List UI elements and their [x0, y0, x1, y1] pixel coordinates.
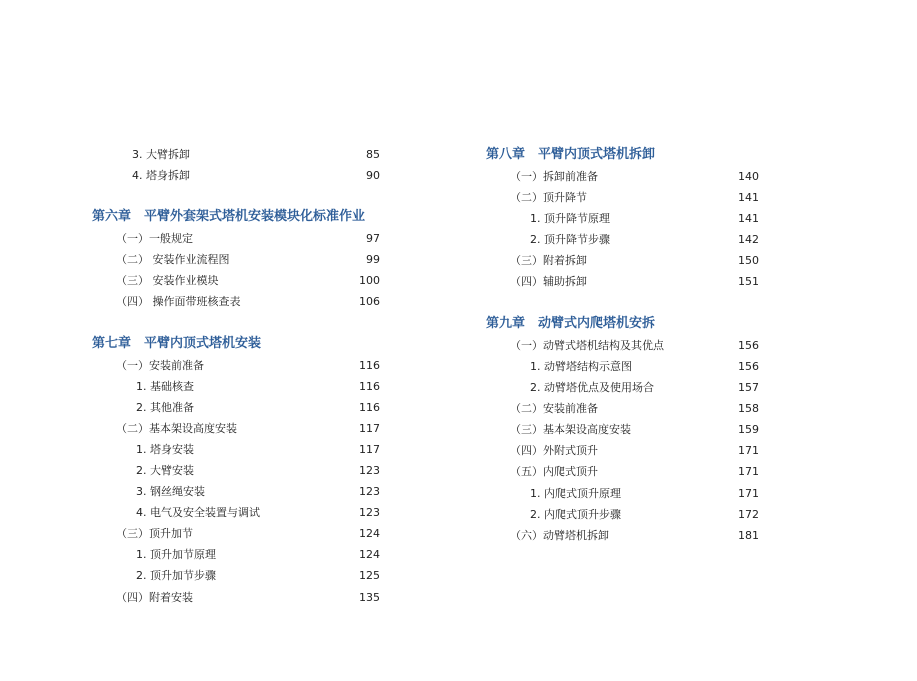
toc-entry-label: 1. 塔身安装: [136, 443, 194, 456]
chapter-heading[interactable]: 第七章 平臂内顶式塔机安装: [92, 336, 262, 351]
toc-entry-label: 4. 电气及安全装置与调试: [136, 506, 260, 519]
toc-entry-label: 1. 顶升降节原理: [530, 212, 610, 225]
toc-entry-label: 1. 基础核查: [136, 380, 194, 393]
toc-entry-label: （二） 安装作业流程图: [116, 253, 230, 266]
toc-entry-page: 171: [738, 465, 759, 478]
toc-entry-label: 4. 塔身拆卸: [132, 169, 190, 182]
toc-entry-label: （一）拆卸前准备: [510, 170, 598, 183]
chapter-heading[interactable]: 第八章 平臂内顶式塔机拆卸: [486, 147, 656, 162]
toc-entry-page: 141: [738, 212, 759, 225]
toc-entry-label: （三） 安装作业模块: [116, 274, 219, 287]
toc-entry-page: 172: [738, 508, 759, 521]
toc-entry-page: 156: [738, 360, 759, 373]
toc-entry-page: 106: [359, 295, 380, 308]
toc-entry-page: 125: [359, 569, 380, 582]
toc-entry-page: 99: [366, 253, 380, 266]
toc-entry-label: （六）动臂塔机拆卸: [510, 529, 609, 542]
toc-entry-page: 116: [359, 380, 380, 393]
toc-entry-page: 135: [359, 591, 380, 604]
toc-entry-page: 159: [738, 423, 759, 436]
toc-entry-label: （四） 操作面带班核查表: [116, 295, 241, 308]
toc-entry-page: 158: [738, 402, 759, 415]
toc-entry-page: 151: [738, 275, 759, 288]
toc-entry-label: （三）基本架设高度安装: [510, 423, 631, 436]
toc-entry-label: 1. 内爬式顶升原理: [530, 487, 621, 500]
toc-entry-page: 100: [359, 274, 380, 287]
toc-entry-label: 2. 顶升降节步骤: [530, 233, 610, 246]
toc-entry-page: 85: [366, 148, 380, 161]
toc-entry-label: （三）顶升加节: [116, 527, 193, 540]
toc-entry-page: 116: [359, 359, 380, 372]
toc-entry-label: 2. 其他准备: [136, 401, 194, 414]
toc-entry-page: 157: [738, 381, 759, 394]
toc-entry-label: （四）辅助拆卸: [510, 275, 587, 288]
toc-entry-label: （一）动臂式塔机结构及其优点: [510, 339, 664, 352]
toc-entry-page: 97: [366, 232, 380, 245]
toc-entry-page: 123: [359, 506, 380, 519]
chapter-heading[interactable]: 第九章 动臂式内爬塔机安拆: [486, 316, 656, 331]
toc-entry-page: 123: [359, 485, 380, 498]
toc-entry-label: （五）内爬式顶升: [510, 465, 598, 478]
toc-entry-page: 181: [738, 529, 759, 542]
toc-entry-label: （一）一般规定: [116, 232, 193, 245]
toc-entry-label: 2. 内爬式顶升步骤: [530, 508, 621, 521]
toc-entry-label: 2. 顶升加节步骤: [136, 569, 216, 582]
toc-entry-label: （三）附着拆卸: [510, 254, 587, 267]
toc-entry-page: 123: [359, 464, 380, 477]
toc-entry-page: 140: [738, 170, 759, 183]
chapter-heading[interactable]: 第六章 平臂外套架式塔机安装模块化标准作业: [92, 209, 366, 224]
toc-entry-label: 2. 动臂塔优点及使用场合: [530, 381, 654, 394]
toc-entry-label: 1. 顶升加节原理: [136, 548, 216, 561]
toc-entry-page: 142: [738, 233, 759, 246]
toc-entry-label: （一）安装前准备: [116, 359, 204, 372]
toc-entry-page: 117: [359, 443, 380, 456]
toc-entry-label: 3. 大臂拆卸: [132, 148, 190, 161]
toc-entry-page: 116: [359, 401, 380, 414]
toc-entry-page: 171: [738, 444, 759, 457]
toc-entry-page: 141: [738, 191, 759, 204]
toc-entry-page: 117: [359, 422, 380, 435]
toc-entry-label: 3. 钢丝绳安装: [136, 485, 205, 498]
toc-entry-label: （二）顶升降节: [510, 191, 587, 204]
toc-entry-label: 1. 动臂塔结构示意图: [530, 360, 632, 373]
toc-entry-label: （二）基本架设高度安装: [116, 422, 237, 435]
toc-entry-label: 2. 大臂安装: [136, 464, 194, 477]
toc-entry-page: 156: [738, 339, 759, 352]
toc-entry-page: 90: [366, 169, 380, 182]
toc-entry-label: （四）附着安装: [116, 591, 193, 604]
toc-entry-page: 124: [359, 548, 380, 561]
toc-entry-label: （二）安装前准备: [510, 402, 598, 415]
toc-entry-label: （四）外附式顶升: [510, 444, 598, 457]
toc-entry-page: 124: [359, 527, 380, 540]
toc-entry-page: 150: [738, 254, 759, 267]
toc-entry-page: 171: [738, 487, 759, 500]
